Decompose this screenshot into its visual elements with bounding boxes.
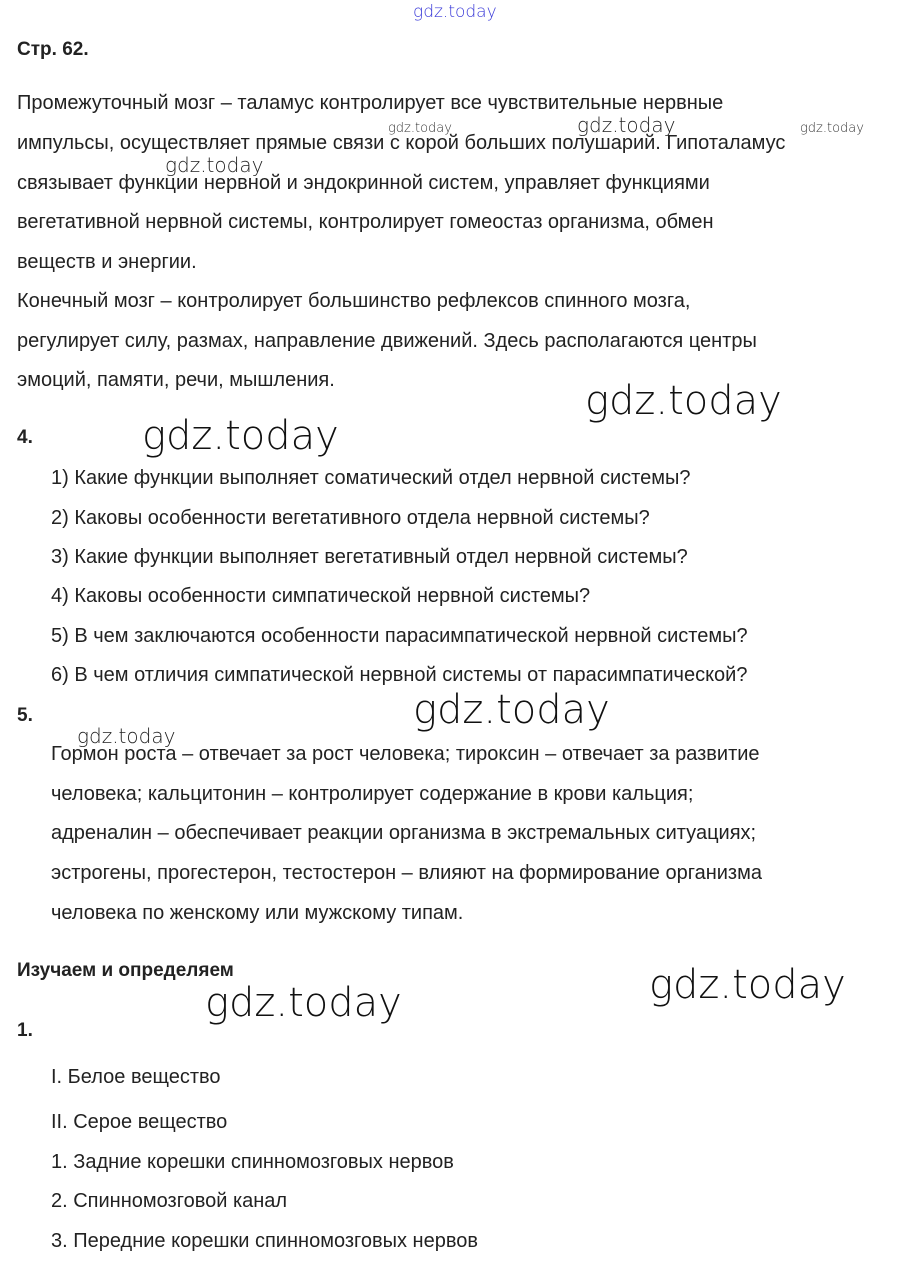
text-line: человека; кальцитонин – контролирует содержание в крови кальция; bbox=[51, 783, 694, 805]
watermark: gdz.today bbox=[585, 378, 782, 424]
section-title: Изучаем и определяем bbox=[17, 960, 234, 981]
list-item: 2. Спинномозговой канал bbox=[51, 1190, 288, 1212]
text-line: вегетативной нервной системы, контролирует гомеостаз организма, обмен bbox=[17, 211, 714, 233]
question-4-number: 4. bbox=[17, 427, 33, 448]
watermark: gdz.today bbox=[388, 121, 452, 136]
text-line: связывает функции нервной и эндокринной систем, управляет функциями bbox=[17, 172, 710, 194]
text-line: адреналин – обеспечивает реакции организма в экстремальных ситуациях; bbox=[51, 822, 757, 844]
list-item: 3) Какие функции выполняет вегетативный отдел нервной системы? bbox=[51, 546, 688, 568]
list-item: I. Белое вещество bbox=[51, 1066, 221, 1088]
text-line: эстрогены, прогестерон, тестостерон – влияют на формирование организма bbox=[51, 862, 762, 884]
text-line: эмоций, памяти, речи, мышления. bbox=[17, 369, 335, 391]
text-line: Конечный мозг – контролирует большинство рефлексов спинного мозга, bbox=[17, 290, 691, 312]
text-line: Гормон роста – отвечает за рост человека; тироксин – отвечает за развитие bbox=[51, 743, 760, 765]
watermark-top: gdz.today bbox=[413, 2, 497, 22]
watermark: gdz.today bbox=[800, 121, 864, 136]
question-5-number: 5. bbox=[17, 705, 33, 726]
text-line: человека по женскому или мужскому типам. bbox=[51, 902, 464, 924]
list-item: 1) Какие функции выполняет соматический отдел нервной системы? bbox=[51, 467, 691, 489]
watermark: gdz.today bbox=[577, 113, 676, 137]
list-item: 1. Задние корешки спинномозговых нервов bbox=[51, 1151, 454, 1173]
watermark: gdz.today bbox=[142, 413, 339, 459]
text-line: веществ и энергии. bbox=[17, 251, 197, 273]
watermark: gdz.today bbox=[413, 687, 610, 733]
watermark: gdz.today bbox=[165, 153, 264, 177]
text-line: регулирует силу, размах, направление движений. Здесь располагаются центры bbox=[17, 330, 757, 352]
watermark: gdz.today bbox=[649, 962, 846, 1008]
watermark: gdz.today bbox=[77, 724, 176, 748]
section-1-number: 1. bbox=[17, 1020, 33, 1041]
list-item: 5) В чем заключаются особенности парасимпатической нервной системы? bbox=[51, 625, 748, 647]
list-item: 4) Каковы особенности симпатической нервной системы? bbox=[51, 585, 591, 607]
text-line: Промежуточный мозг – таламус контролирует все чувствительные нервные bbox=[17, 92, 724, 114]
watermark: gdz.today bbox=[205, 980, 402, 1026]
list-item: 6) В чем отличия симпатической нервной системы от парасимпатической? bbox=[51, 664, 748, 686]
list-item: II. Серое вещество bbox=[51, 1111, 228, 1133]
list-item: 2) Каковы особенности вегетативного отдела нервной системы? bbox=[51, 507, 650, 529]
list-item: 3. Передние корешки спинномозговых нервов bbox=[51, 1230, 478, 1252]
text-line: импульсы, осуществляет прямые связи с корой больших полушарий. Гипоталамус bbox=[17, 132, 786, 154]
page-label: Стр. 62. bbox=[17, 39, 89, 60]
